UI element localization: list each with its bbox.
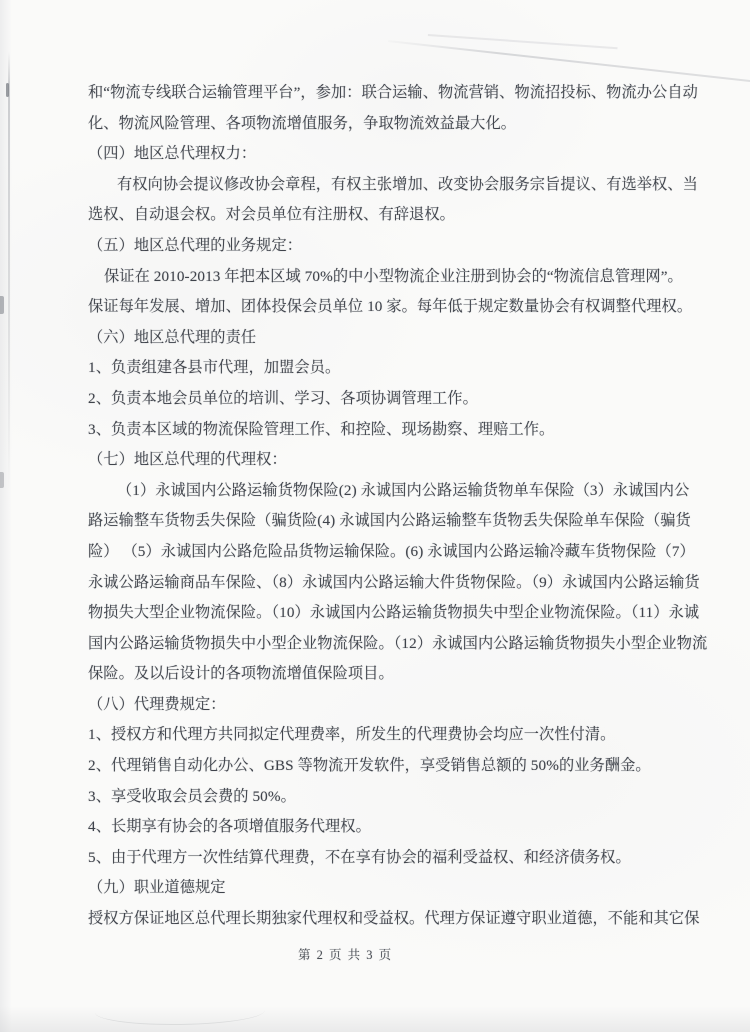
document-line: （七）地区总代理的代理权： [88, 451, 287, 469]
paper-crease [95, 998, 265, 1025]
document-line: 4、长期享有协会的各项增值服务代理权。 [88, 818, 371, 836]
document-line: 1、负责组建各县市代理，加盟会员。 [88, 359, 341, 377]
document-line: （九）职业道德规定 [88, 879, 226, 897]
document-line: 物损失大型企业物流保险。（10）永诚国内公路运输货物损失中型企业物流保险。（11）永诚 [88, 604, 700, 622]
page-number-footer: 第 2 页 共 3 页 [298, 948, 393, 962]
document-line: （五）地区总代理的业务规定： [88, 236, 303, 254]
document-line: 3、负责本区域的物流保险管理工作、和控险、现场勘察、理赔工作。 [88, 420, 555, 438]
scan-edge-mark [0, 296, 4, 314]
document-line: 保险。及以后设计的各项物流增值保险项目。 [88, 665, 394, 683]
document-line: 3、享受收取会员会费的 50%。 [88, 787, 296, 805]
document-line: 5、由于代理方一次性结算代理费，不在享有协会的福利受益权、和经济债务权。 [88, 848, 631, 866]
document-line: （六）地区总代理的责任 [88, 328, 257, 346]
scan-edge-shadow [0, 1006, 750, 1032]
document-line: 永诚公路运输商品车保险、（8）永诚国内公路运输大件货物保险。（9）永诚国内公路运输货 [88, 573, 700, 591]
document-line: 路运输整车货物丢失保险（骗货险(4) 永诚国内公路运输整车货物丢失保险单车保险（骗货 [88, 512, 691, 530]
document-line: 险） （5）永诚国内公路危险品货物运输保险。(6) 永诚国内公路运输冷藏车货物保险（7） [88, 542, 695, 560]
document-line: 化、物流风险管理、各项物流增值服务，争取物流效益最大化。 [88, 114, 517, 132]
document-line: 2、负责本地会员单位的培训、学习、各项协调管理工作。 [88, 389, 478, 407]
document-line: 选权、自动退会权。对会员单位有注册权、有辞退权。 [88, 206, 455, 224]
scan-edge-shadow [0, 0, 12, 1032]
document-line: 有权向协会提议修改协会章程，有权主张增加、改变协会服务宗旨提议、有选举权、当 [117, 175, 698, 193]
document-line: 1、授权方和代理方共同拟定代理费率，所发生的代理费协会均应一次性付清。 [88, 726, 616, 744]
document-line: 授权方保证地区总代理长期独家代理权和受益权。代理方保证遵守职业道德，不能和其它保 [88, 910, 700, 928]
paper-crease [428, 34, 618, 49]
paper-crease [388, 40, 750, 83]
document-line: 保证每年发展、增加、团体投保会员单位 10 家。每年低于规定数量协会有权调整代理权。 [88, 298, 693, 316]
document-line: （八）代理费规定： [88, 695, 226, 713]
document-line: 和“物流专线联合运输管理平台”，参加：联合运输、物流营销、物流招投标、物流办公自动 [88, 84, 698, 101]
document-line: 保证在 2010-2013 年把本区域 70%的中小型物流企业注册到协会的“物流信息管理网”。 [104, 267, 683, 285]
document-line: （四）地区总代理权力： [88, 145, 257, 163]
document-line: 2、代理销售自动化办公、GBS 等物流开发软件，享受销售总额的 50%的业务酬金。 [88, 757, 651, 775]
scan-edge-mark [6, 83, 9, 97]
scan-edge-mark [0, 472, 4, 488]
scan-edge-line [8, 52, 10, 492]
document-line: （1）永诚国内公路运输货物保险(2) 永诚国内公路运输货物单车保险（3）永诚国内公 [117, 481, 690, 499]
document-line: 国内公路运输货物损失中小型企业物流保险。（12）永诚国内公路运输货物损失小型企业物流 [88, 634, 708, 652]
document-text-block [88, 78, 720, 935]
